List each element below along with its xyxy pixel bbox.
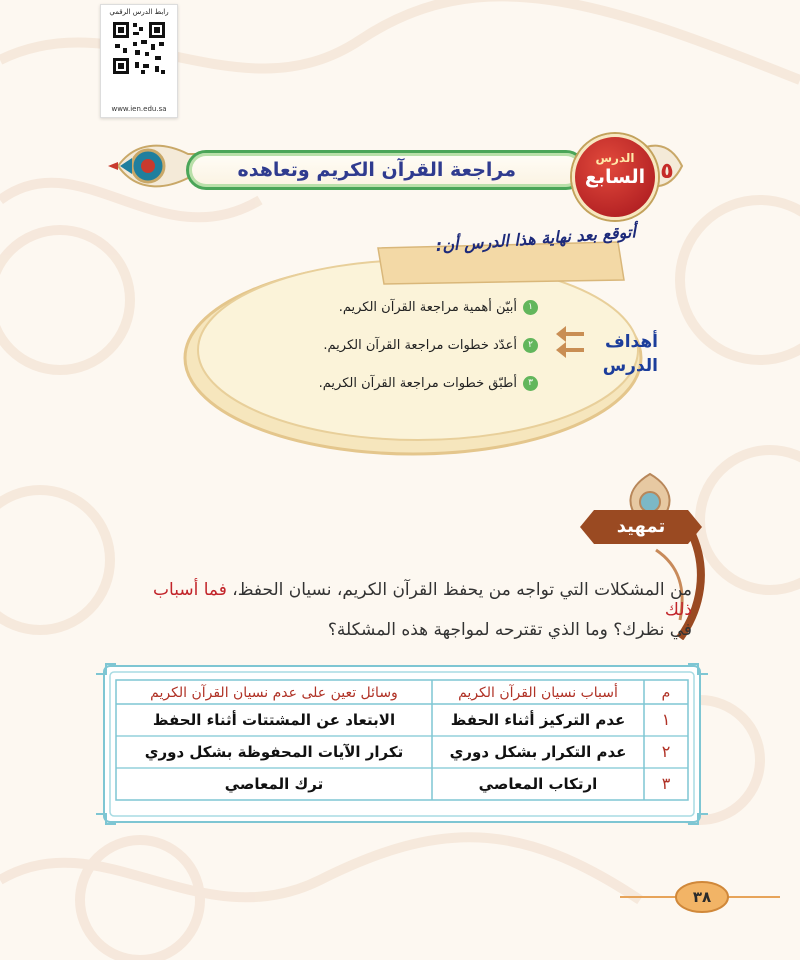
objective-number: ١ (523, 300, 538, 315)
intro-paragraph-line-2: في نظرك؟ وما الذي تقترحه لمواجهة هذه المشكلة؟ (327, 620, 692, 640)
lesson-title: مراجعة القرآن الكريم وتعاهده (237, 159, 516, 181)
objective-item-1 (238, 298, 538, 318)
objectives-label: أهداف الدرس (602, 332, 658, 376)
intro-title: تمهيد (616, 516, 666, 537)
table-header-causes: أسباب نسيان القرآن الكريم (458, 685, 618, 701)
qr-url[interactable]: www.ien.edu.sa (111, 105, 167, 113)
table-cell-remedy: ترك المعاصي (224, 775, 324, 793)
table-cell-index: ١ (661, 710, 671, 729)
objective-item-2 (238, 336, 538, 356)
objective-text: أبيّن أهمية مراجعة القرآن الكريم. (338, 300, 517, 315)
qr-code-icon[interactable] (111, 20, 167, 76)
lesson-number: ٥ (660, 159, 674, 184)
table-cell-index: ٢ (661, 742, 671, 761)
objectives-heading: أتوقع بعد نهاية هذا الدرس أن: (435, 222, 637, 256)
objective-number: ٢ (523, 338, 538, 353)
intro-text-highlight: فما أسباب ذلك (153, 580, 692, 620)
objective-number: ٣ (523, 376, 538, 391)
objective-text: أطبّق خطوات مراجعة القرآن الكريم. (318, 376, 517, 391)
intro-text-main: من المشكلات التي تواجه من يحفظ القرآن الكريم، نسيان الحفظ، (226, 580, 692, 600)
lesson-ordinal: السابع (584, 166, 646, 188)
table-header-index: م (661, 685, 671, 701)
table-cell-cause: ارتكاب المعاصي (478, 775, 598, 793)
table-cell-remedy: الابتعاد عن المشتتات أثناء الحفظ (152, 711, 396, 729)
table-header-remedies: وسائل تعين على عدم نسيان القرآن الكريم (150, 685, 398, 701)
page-number: ٣٨ (692, 888, 712, 906)
lesson-label: الدرس (595, 151, 635, 165)
table-cell-cause: عدم التكرار بشكل دوري (449, 743, 627, 761)
qr-code-card[interactable] (100, 4, 178, 118)
table-cell-index: ٣ (661, 774, 671, 793)
lesson-badge (572, 134, 658, 220)
table-cell-cause: عدم التركيز أثناء الحفظ (450, 711, 626, 729)
table-cell-remedy: تكرار الآيات المحفوظة بشكل دوري (144, 743, 404, 761)
objective-item-3 (238, 374, 538, 394)
intro-paragraph-line-1 (132, 580, 692, 620)
objective-text: أعدّد خطوات مراجعة القرآن الكريم. (323, 338, 517, 353)
qr-title: رابط الدرس الرقمي (109, 8, 169, 16)
